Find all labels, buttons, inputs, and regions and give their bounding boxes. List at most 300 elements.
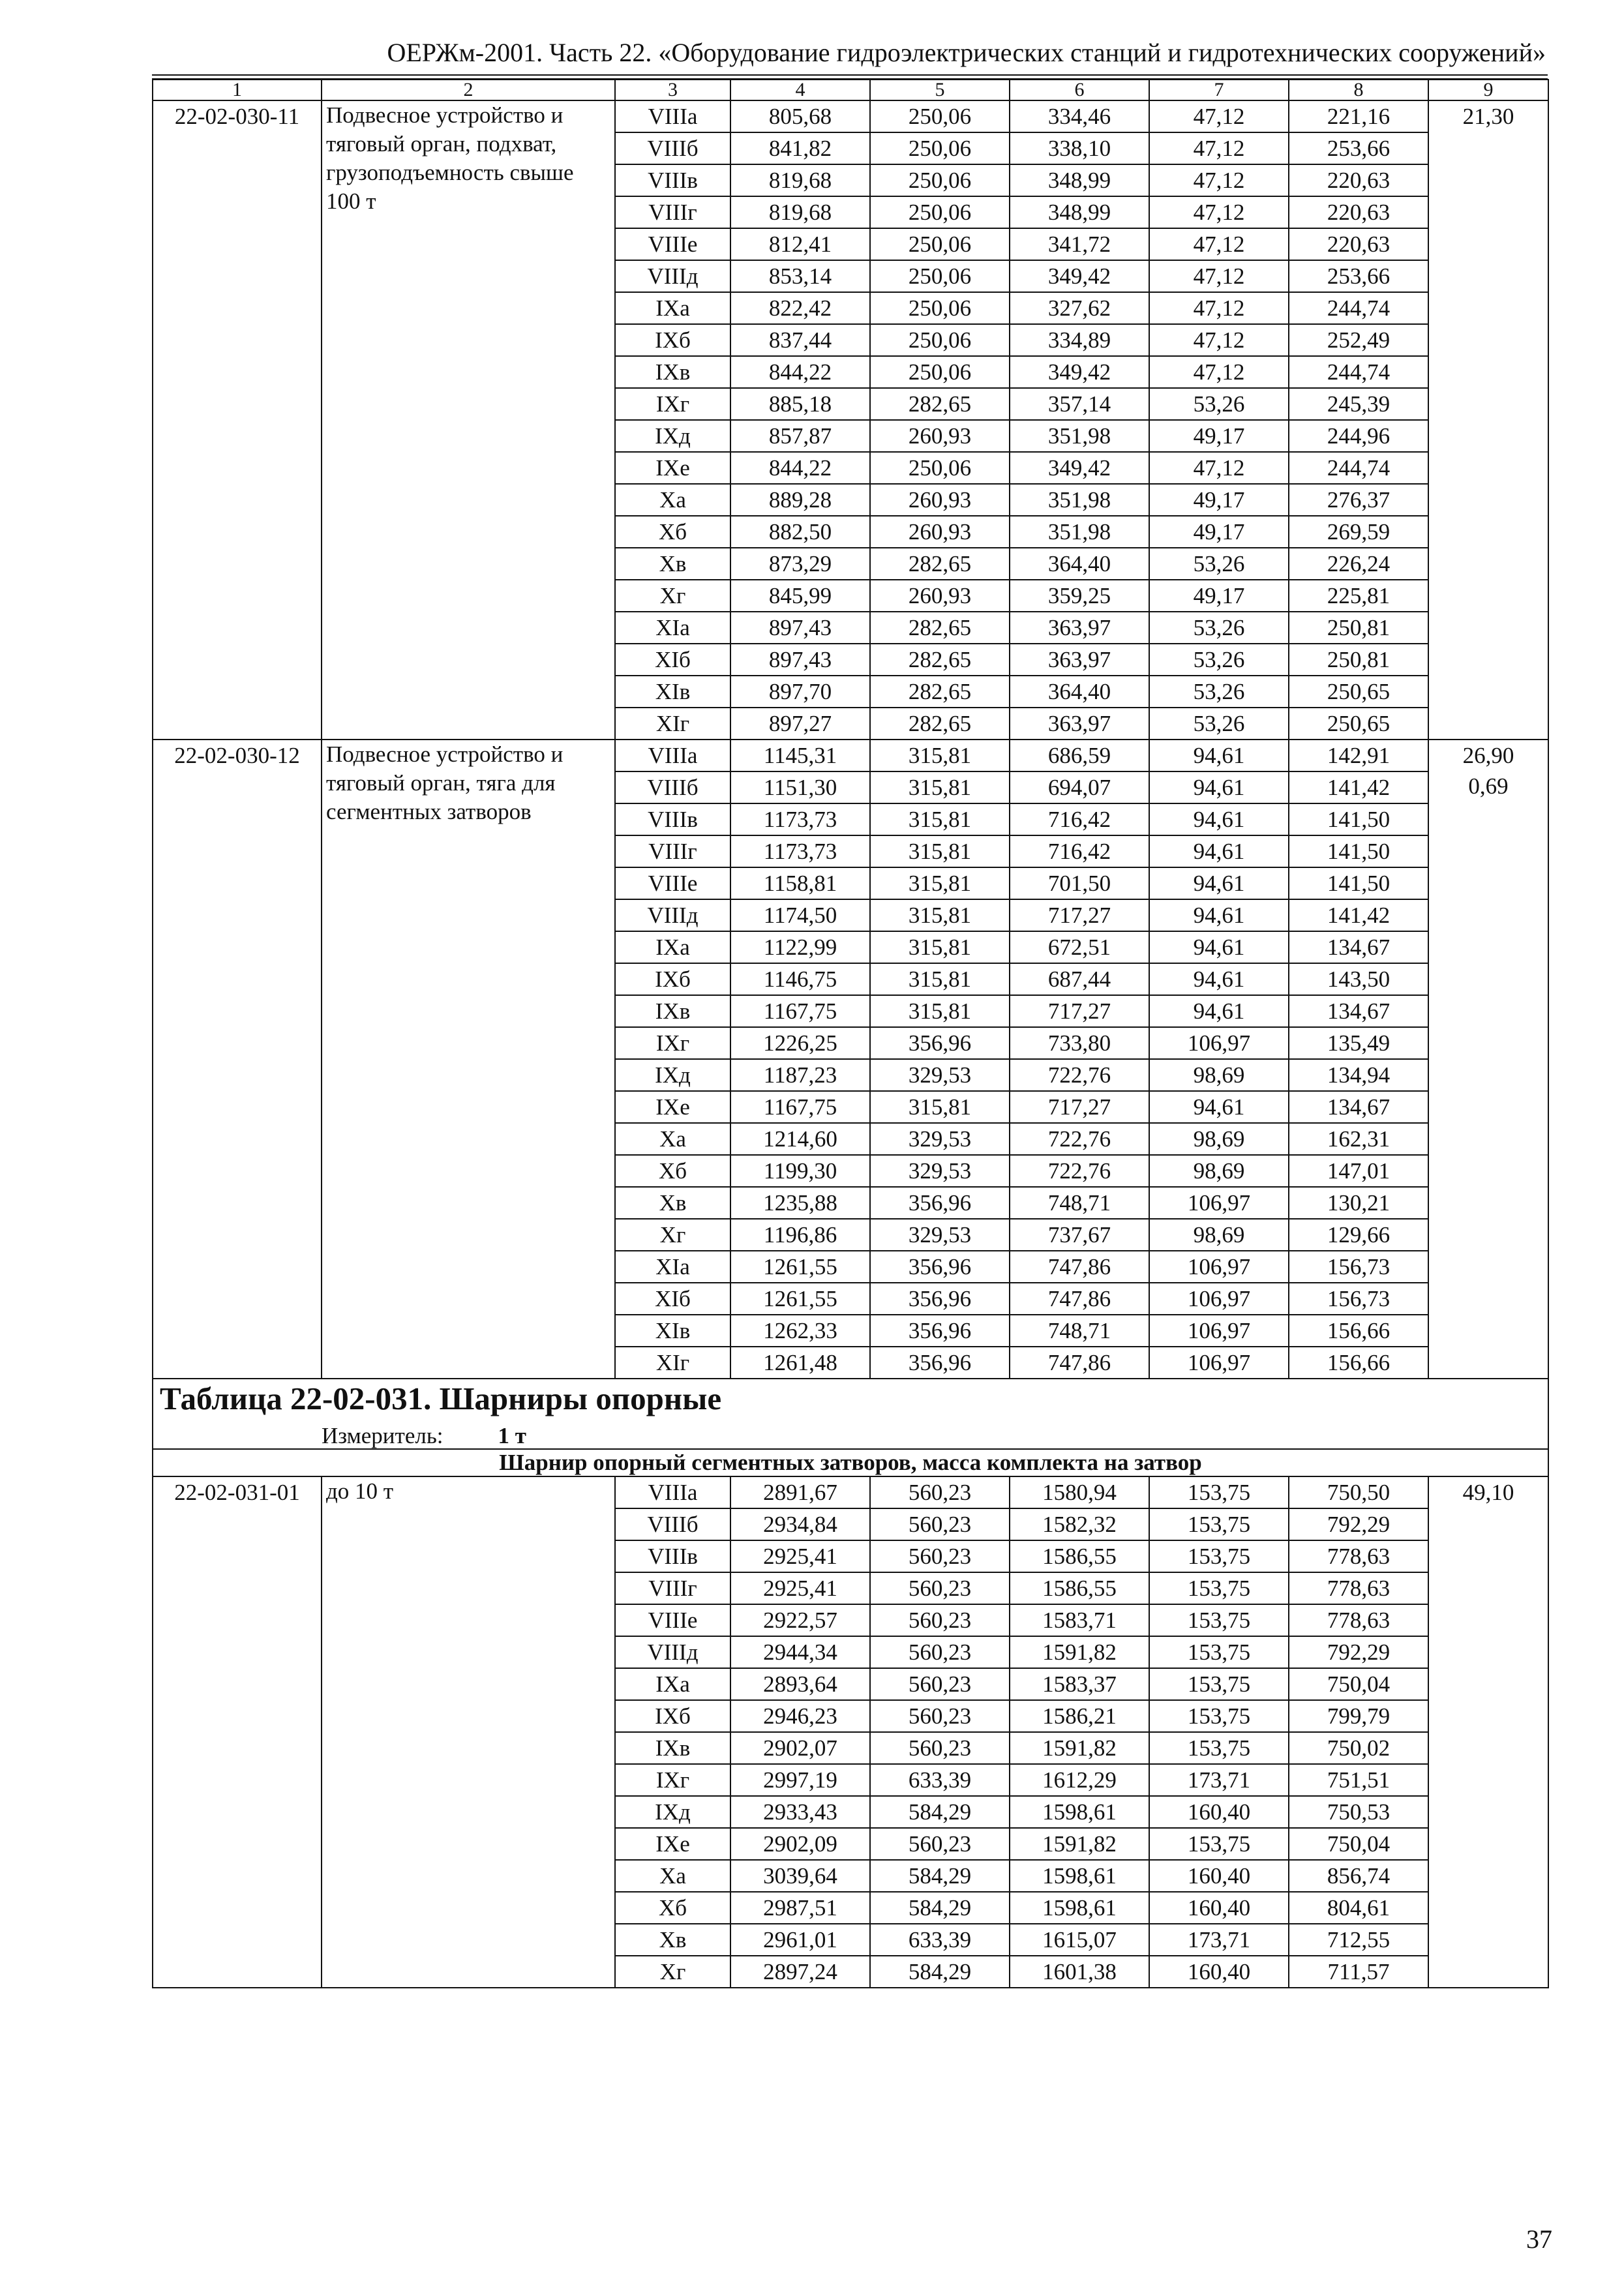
rate-value: 282,65 [870, 548, 1010, 580]
rate-value: 141,50 [1289, 835, 1428, 867]
rate-value: 348,99 [1010, 196, 1149, 228]
rate-value: 47,12 [1149, 228, 1289, 260]
rate-value: 250,06 [870, 132, 1010, 164]
rate-value: 153,75 [1149, 1508, 1289, 1540]
rate-value: 98,69 [1149, 1155, 1289, 1187]
rate-value: 47,12 [1149, 260, 1289, 292]
rate-value: 2933,43 [730, 1796, 870, 1828]
zone-code: Xв [615, 548, 730, 580]
rate-value: 53,26 [1149, 548, 1289, 580]
rate-value: 687,44 [1010, 963, 1149, 995]
rate-value: 47,12 [1149, 164, 1289, 196]
rate-value: 129,66 [1289, 1219, 1428, 1251]
rate-value: 134,67 [1289, 931, 1428, 963]
rate-value: 897,27 [730, 708, 870, 740]
rate-value: 98,69 [1149, 1123, 1289, 1155]
rate-value: 560,23 [870, 1540, 1010, 1572]
zone-code: IXе [615, 1091, 730, 1123]
rate-value: 747,86 [1010, 1251, 1149, 1283]
rate-value: 750,04 [1289, 1668, 1428, 1700]
rate-value: 1583,71 [1010, 1604, 1149, 1636]
rate-value: 560,23 [870, 1476, 1010, 1508]
rate-value: 106,97 [1149, 1027, 1289, 1059]
rate-value: 717,27 [1010, 1091, 1149, 1123]
rate-value: 349,42 [1010, 452, 1149, 484]
rate-value: 356,96 [870, 1315, 1010, 1347]
rate-value: 750,02 [1289, 1732, 1428, 1764]
rate-value: 250,06 [870, 260, 1010, 292]
rate-value: 716,42 [1010, 803, 1149, 835]
rate-value: 349,42 [1010, 260, 1149, 292]
rate-value: 260,93 [870, 580, 1010, 612]
rate-value: 220,63 [1289, 228, 1428, 260]
item-description: Подвесное устройство и тяговый орган, тяга для сегментных затворов [322, 740, 615, 1379]
running-header: ОЕРЖм-2001. Часть 22. «Оборудование гидроэлектрических станций и гидротехнических сооружений» [387, 38, 1546, 67]
rate-value: 250,81 [1289, 644, 1428, 676]
rate-value: 53,26 [1149, 612, 1289, 644]
column-number: 3 [615, 80, 730, 100]
zone-code: VIIIе [615, 1604, 730, 1636]
rate-value: 141,50 [1289, 803, 1428, 835]
rate-value: 2944,34 [730, 1636, 870, 1668]
rate-value: 329,53 [870, 1123, 1010, 1155]
rate-value: 722,76 [1010, 1155, 1149, 1187]
rate-value: 560,23 [870, 1732, 1010, 1764]
rate-value: 160,40 [1149, 1796, 1289, 1828]
rate-value: 712,55 [1289, 1924, 1428, 1956]
rate-value: 819,68 [730, 164, 870, 196]
rate-value: 747,86 [1010, 1347, 1149, 1379]
rate-value: 1586,55 [1010, 1540, 1149, 1572]
rate-value: 156,73 [1289, 1251, 1428, 1283]
meter [153, 1424, 1548, 1449]
rate-value: 141,50 [1289, 867, 1428, 899]
rate-value: 156,73 [1289, 1283, 1428, 1315]
zone-code: VIIIв [615, 164, 730, 196]
rate-value: 173,71 [1149, 1924, 1289, 1956]
rate-value: 356,96 [870, 1251, 1010, 1283]
rate-value: 244,74 [1289, 356, 1428, 388]
rate-value: 334,46 [1010, 100, 1149, 132]
rate-value: 873,29 [730, 548, 870, 580]
column-number: 4 [730, 80, 870, 100]
rate-value: 1612,29 [1010, 1764, 1149, 1796]
item-code: 22-02-030-11 [153, 100, 322, 740]
rate-value: 269,59 [1289, 516, 1428, 548]
rate-value: 2925,41 [730, 1540, 870, 1572]
col9-values [1428, 740, 1548, 1379]
table-row [153, 100, 1548, 132]
rate-value: 1158,81 [730, 867, 870, 899]
rate-value: 792,29 [1289, 1636, 1428, 1668]
rate-value: 560,23 [870, 1828, 1010, 1860]
rate-value: 153,75 [1149, 1828, 1289, 1860]
column-number: 1 [153, 80, 322, 100]
rate-value: 250,06 [870, 228, 1010, 260]
rate-value: 1196,86 [730, 1219, 870, 1251]
rate-value: 1262,33 [730, 1315, 870, 1347]
rate-value: 147,01 [1289, 1155, 1428, 1187]
zone-code: VIIIе [615, 867, 730, 899]
rate-value: 897,70 [730, 676, 870, 708]
rate-value: 711,57 [1289, 1956, 1428, 1988]
rate-value: 250,06 [870, 452, 1010, 484]
rate-value: 1167,75 [730, 1091, 870, 1123]
rate-value: 2934,84 [730, 1508, 870, 1540]
rate-value: 250,06 [870, 164, 1010, 196]
rate-value: 134,94 [1289, 1059, 1428, 1091]
rate-value: 153,75 [1149, 1572, 1289, 1604]
rate-value: 143,50 [1289, 963, 1428, 995]
page-number: 37 [1526, 2224, 1552, 2254]
rate-value: 153,75 [1149, 1540, 1289, 1572]
meter-value: 1 т [498, 1423, 526, 1448]
zone-code: XIг [615, 708, 730, 740]
zone-code: Xа [615, 1860, 730, 1892]
zone-code: VIIIд [615, 260, 730, 292]
rate-value: 356,96 [870, 1347, 1010, 1379]
rate-value: 1598,61 [1010, 1892, 1149, 1924]
rate-value: 1167,75 [730, 995, 870, 1027]
rate-value: 47,12 [1149, 100, 1289, 132]
zone-code: IXв [615, 356, 730, 388]
zone-code: VIIIа [615, 1476, 730, 1508]
column-number: 9 [1428, 80, 1548, 100]
rate-value: 1199,30 [730, 1155, 870, 1187]
zone-code: Xв [615, 1924, 730, 1956]
zone-code: XIа [615, 612, 730, 644]
rate-value: 173,71 [1149, 1764, 1289, 1796]
rate-value: 2902,09 [730, 1828, 870, 1860]
rate-value: 250,06 [870, 196, 1010, 228]
rate-value: 1235,88 [730, 1187, 870, 1219]
rate-value: 253,66 [1289, 132, 1428, 164]
rate-value: 94,61 [1149, 771, 1289, 803]
rate-value: 1145,31 [730, 740, 870, 771]
table-row [153, 1476, 1548, 1508]
rate-value: 351,98 [1010, 484, 1149, 516]
rate-value: 356,96 [870, 1283, 1010, 1315]
rate-value: 750,50 [1289, 1476, 1428, 1508]
rate-value: 250,65 [1289, 708, 1428, 740]
rate-value: 1598,61 [1010, 1796, 1149, 1828]
rate-value: 778,63 [1289, 1540, 1428, 1572]
zone-code: IXг [615, 1764, 730, 1796]
rate-value: 357,14 [1010, 388, 1149, 420]
zone-code: VIIIа [615, 740, 730, 771]
zone-code: VIIIе [615, 228, 730, 260]
rate-value: 315,81 [870, 995, 1010, 1027]
rate-value: 338,10 [1010, 132, 1149, 164]
table-title-row [153, 1379, 1548, 1424]
rate-value: 844,22 [730, 356, 870, 388]
zone-code: XIв [615, 676, 730, 708]
zone-code: VIIIг [615, 1572, 730, 1604]
rate-value: 1591,82 [1010, 1828, 1149, 1860]
rate-value: 94,61 [1149, 931, 1289, 963]
rate-value: 153,75 [1149, 1668, 1289, 1700]
rate-value: 252,49 [1289, 324, 1428, 356]
zone-code: IXб [615, 324, 730, 356]
rate-value: 748,71 [1010, 1315, 1149, 1347]
rate-value: 141,42 [1289, 899, 1428, 931]
rate-value: 356,96 [870, 1187, 1010, 1219]
zone-code: IXа [615, 292, 730, 324]
rate-value: 250,06 [870, 292, 1010, 324]
zone-code: IXе [615, 1828, 730, 1860]
meter-label: Измеритель: [322, 1423, 444, 1448]
rate-value: 244,96 [1289, 420, 1428, 452]
rate-value: 106,97 [1149, 1251, 1289, 1283]
rate-value: 260,93 [870, 420, 1010, 452]
rate-value: 156,66 [1289, 1315, 1428, 1347]
rate-value: 2897,24 [730, 1956, 870, 1988]
rate-value: 98,69 [1149, 1059, 1289, 1091]
rate-value: 560,23 [870, 1508, 1010, 1540]
rate-value: 792,29 [1289, 1508, 1428, 1540]
rate-value: 47,12 [1149, 324, 1289, 356]
rate-value: 672,51 [1010, 931, 1149, 963]
rate-value: 1586,55 [1010, 1572, 1149, 1604]
zone-code: VIIIв [615, 803, 730, 835]
zone-code: Xа [615, 1123, 730, 1155]
rate-value: 250,06 [870, 100, 1010, 132]
zone-code: VIIIб [615, 132, 730, 164]
rate-value: 844,22 [730, 452, 870, 484]
rate-value: 106,97 [1149, 1283, 1289, 1315]
rate-value: 701,50 [1010, 867, 1149, 899]
zone-code: IXа [615, 931, 730, 963]
rate-value: 747,86 [1010, 1283, 1149, 1315]
rate-value: 853,14 [730, 260, 870, 292]
rate-value: 94,61 [1149, 803, 1289, 835]
rate-value: 845,99 [730, 580, 870, 612]
rate-value: 160,40 [1149, 1860, 1289, 1892]
rate-value: 1173,73 [730, 803, 870, 835]
rate-value: 160,40 [1149, 1892, 1289, 1924]
rate-value: 315,81 [870, 963, 1010, 995]
rate-value: 153,75 [1149, 1732, 1289, 1764]
rate-value: 751,51 [1289, 1764, 1428, 1796]
col9-value: 21,30 [1462, 104, 1514, 129]
column-number: 8 [1289, 80, 1428, 100]
rate-value: 1586,21 [1010, 1700, 1149, 1732]
column-number: 6 [1010, 80, 1149, 100]
rate-value: 748,71 [1010, 1187, 1149, 1219]
rate-value: 226,24 [1289, 548, 1428, 580]
rate-value: 2925,41 [730, 1572, 870, 1604]
rate-value: 349,42 [1010, 356, 1149, 388]
rate-value: 2961,01 [730, 1924, 870, 1956]
rate-value: 130,21 [1289, 1187, 1428, 1219]
rate-value: 49,17 [1149, 484, 1289, 516]
rate-value: 94,61 [1149, 995, 1289, 1027]
rate-value: 363,97 [1010, 708, 1149, 740]
rate-value: 160,40 [1149, 1956, 1289, 1988]
rate-value: 2987,51 [730, 1892, 870, 1924]
rate-value: 329,53 [870, 1155, 1010, 1187]
rate-value: 282,65 [870, 708, 1010, 740]
zone-code: Xб [615, 516, 730, 548]
zone-code: IXа [615, 1668, 730, 1700]
rate-value: 329,53 [870, 1219, 1010, 1251]
rate-value: 1261,55 [730, 1283, 870, 1315]
rate-value: 733,80 [1010, 1027, 1149, 1059]
rates-table [152, 79, 1549, 1988]
rate-value: 1214,60 [730, 1123, 870, 1155]
rate-value: 47,12 [1149, 132, 1289, 164]
rate-value: 53,26 [1149, 388, 1289, 420]
rate-value: 2922,57 [730, 1604, 870, 1636]
zone-code: Xг [615, 1219, 730, 1251]
rate-value: 153,75 [1149, 1700, 1289, 1732]
rate-value: 2997,19 [730, 1764, 870, 1796]
rate-value: 694,07 [1010, 771, 1149, 803]
rate-value: 885,18 [730, 388, 870, 420]
rate-value: 2946,23 [730, 1700, 870, 1732]
rate-value: 315,81 [870, 867, 1010, 899]
zone-code: VIIIа [615, 100, 730, 132]
rate-value: 1261,48 [730, 1347, 870, 1379]
rate-value: 633,39 [870, 1764, 1010, 1796]
zone-code: VIIIд [615, 1636, 730, 1668]
rate-value: 889,28 [730, 484, 870, 516]
rate-value: 250,06 [870, 356, 1010, 388]
rate-value: 778,63 [1289, 1572, 1428, 1604]
subheading-row [153, 1449, 1548, 1476]
zone-code: VIIIг [615, 835, 730, 867]
rate-value: 2891,67 [730, 1476, 870, 1508]
rate-value: 245,39 [1289, 388, 1428, 420]
rate-value: 359,25 [1010, 580, 1149, 612]
zone-code: Xв [615, 1187, 730, 1219]
item-code: 22-02-031-01 [153, 1476, 322, 1988]
rate-value: 1174,50 [730, 899, 870, 931]
rate-value: 244,74 [1289, 292, 1428, 324]
rate-value: 250,06 [870, 324, 1010, 356]
zone-code: VIIIг [615, 196, 730, 228]
rate-value: 334,89 [1010, 324, 1149, 356]
rate-value: 162,31 [1289, 1123, 1428, 1155]
rate-value: 837,44 [730, 324, 870, 356]
rate-value: 315,81 [870, 740, 1010, 771]
rate-value: 1591,82 [1010, 1636, 1149, 1668]
rate-value: 351,98 [1010, 420, 1149, 452]
rate-value: 134,67 [1289, 1091, 1428, 1123]
rate-value: 897,43 [730, 612, 870, 644]
rate-value: 341,72 [1010, 228, 1149, 260]
rate-value: 1582,32 [1010, 1508, 1149, 1540]
rate-value: 812,41 [730, 228, 870, 260]
column-number: 2 [322, 80, 615, 100]
rate-value: 315,81 [870, 931, 1010, 963]
rate-value: 156,66 [1289, 1347, 1428, 1379]
item-description: Подвесное устройство и тяговый орган, подхват, грузоподъемность свыше 100 т [322, 100, 615, 740]
item-description: до 10 т [322, 1476, 615, 1988]
rate-value: 804,61 [1289, 1892, 1428, 1924]
zone-code: Xб [615, 1892, 730, 1924]
column-number: 5 [870, 80, 1010, 100]
rate-value: 315,81 [870, 835, 1010, 867]
zone-code: XIг [615, 1347, 730, 1379]
zone-code: XIа [615, 1251, 730, 1283]
rate-value: 1146,75 [730, 963, 870, 995]
rate-value: 220,63 [1289, 196, 1428, 228]
rate-value: 584,29 [870, 1956, 1010, 1988]
rate-value: 329,53 [870, 1059, 1010, 1091]
rate-value: 356,96 [870, 1027, 1010, 1059]
rate-value: 1151,30 [730, 771, 870, 803]
col9-values [1428, 1476, 1548, 1988]
rate-value: 282,65 [870, 388, 1010, 420]
rate-value: 47,12 [1149, 356, 1289, 388]
rate-value: 315,81 [870, 1091, 1010, 1123]
rate-value: 94,61 [1149, 835, 1289, 867]
zone-code: IXб [615, 963, 730, 995]
rate-value: 633,39 [870, 1924, 1010, 1956]
rate-value: 805,68 [730, 100, 870, 132]
rate-value: 799,79 [1289, 1700, 1428, 1732]
column-number: 7 [1149, 80, 1289, 100]
rate-value: 856,74 [1289, 1860, 1428, 1892]
rate-value: 282,65 [870, 612, 1010, 644]
rate-value: 1583,37 [1010, 1668, 1149, 1700]
rate-value: 141,42 [1289, 771, 1428, 803]
rate-value: 327,62 [1010, 292, 1149, 324]
rate-value: 94,61 [1149, 899, 1289, 931]
rate-value: 750,53 [1289, 1796, 1428, 1828]
rate-value: 94,61 [1149, 867, 1289, 899]
col9-value: 26,90 [1462, 743, 1514, 768]
zone-code: XIб [615, 644, 730, 676]
rate-value: 94,61 [1149, 963, 1289, 995]
rate-value: 260,93 [870, 484, 1010, 516]
rate-value: 53,26 [1149, 708, 1289, 740]
rate-value: 135,49 [1289, 1027, 1428, 1059]
rate-value: 106,97 [1149, 1347, 1289, 1379]
rate-value: 1591,82 [1010, 1732, 1149, 1764]
zone-code: Xб [615, 1155, 730, 1187]
rate-value: 250,65 [1289, 676, 1428, 708]
rate-value: 560,23 [870, 1572, 1010, 1604]
rate-value: 153,75 [1149, 1476, 1289, 1508]
rate-value: 315,81 [870, 771, 1010, 803]
rate-value: 560,23 [870, 1636, 1010, 1668]
rate-value: 1187,23 [730, 1059, 870, 1091]
rate-value: 282,65 [870, 676, 1010, 708]
rate-value: 822,42 [730, 292, 870, 324]
rate-value: 1261,55 [730, 1251, 870, 1283]
rate-value: 1601,38 [1010, 1956, 1149, 1988]
zone-code: IXв [615, 1732, 730, 1764]
rate-value: 584,29 [870, 1892, 1010, 1924]
rate-value: 2902,07 [730, 1732, 870, 1764]
rate-value: 1615,07 [1010, 1924, 1149, 1956]
zone-code: IXд [615, 420, 730, 452]
rate-value: 253,66 [1289, 260, 1428, 292]
rate-value: 841,82 [730, 132, 870, 164]
rate-value: 584,29 [870, 1860, 1010, 1892]
rate-value: 106,97 [1149, 1187, 1289, 1219]
rate-value: 47,12 [1149, 196, 1289, 228]
rate-value: 142,91 [1289, 740, 1428, 771]
rate-value: 1122,99 [730, 931, 870, 963]
rate-value: 897,43 [730, 644, 870, 676]
zone-code: XIб [615, 1283, 730, 1315]
rate-value: 750,04 [1289, 1828, 1428, 1860]
zone-code: IXг [615, 388, 730, 420]
zone-code: IXд [615, 1796, 730, 1828]
